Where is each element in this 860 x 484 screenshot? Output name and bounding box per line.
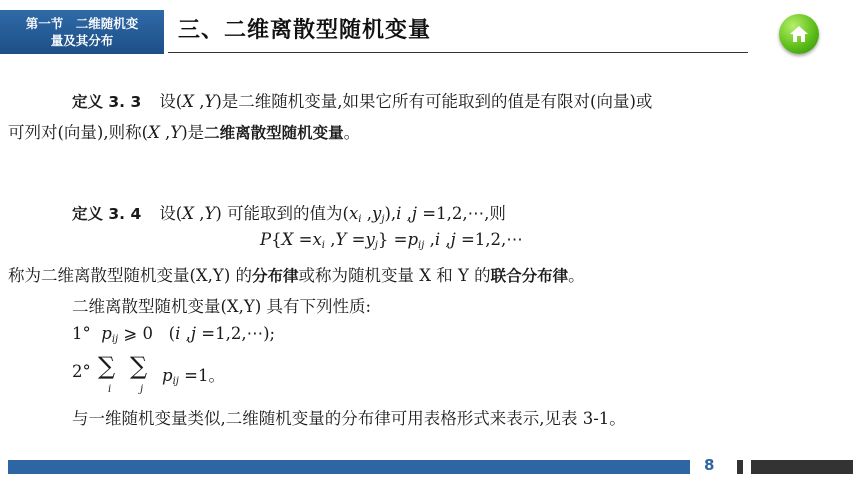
section-label-line1: 第一节 二维随机变: [25, 16, 139, 31]
def34-line4: 二维离散型随机变量(X,Y) 具有下列性质:: [72, 297, 372, 316]
def34-label: 定义 3. 4: [72, 205, 142, 223]
def34-line3: [8, 262, 585, 286]
def33-end: 。: [343, 123, 361, 142]
def34-line1: 定义 3. 4 设(X ,Y) 可能取到的值为($x_i$ $,y_j),i$ ,j =1,2,⋯,则: [72, 204, 506, 225]
def33-label: 定义 3. 3: [72, 93, 142, 111]
section-label-line2: 量及其分布: [50, 33, 114, 48]
footer-marker: [737, 460, 743, 474]
def34-text3b: 或称为随机变量 X 和 Y 的: [298, 266, 491, 285]
property-1: 1° $p_{ij}$ ⩾ 0 (i ,j =1,2,⋯);: [72, 324, 276, 345]
def33-text2b: )是: [181, 123, 205, 142]
def34-text3a: 称为二维离散型随机变量(X,Y) 的: [8, 266, 253, 285]
def33-line2: 可列对(向量),则称(X ,Y)是二维离散型随机变量。: [8, 123, 361, 142]
def33-line1: 定义 3. 3 设(X ,Y)是二维随机变量,如果它所有可能取到的值是有限对(向量)或: [72, 92, 653, 111]
footer-dark-bar: [751, 460, 853, 474]
def33-text2a: 可列对(向量),则称(: [8, 123, 149, 142]
def33-term: 二维离散型随机变量: [204, 124, 344, 142]
term-distribution: 分布律: [252, 267, 299, 285]
title-divider: [168, 52, 748, 53]
page-number: 8: [704, 456, 715, 474]
term-joint-distribution: 联合分布律: [490, 267, 569, 285]
home-icon: [789, 24, 809, 44]
footer-bar: [8, 460, 690, 474]
section-badge: [0, 10, 164, 54]
def33-text1b: )是二维随机变量,如果它所有可能取到的值是有限对(向量)或: [215, 92, 653, 111]
def34-formula: $P\{X =x_i$ $,Y =y_j\} =p_{ij}$ ,i ,j =1,2,⋯: [260, 230, 523, 251]
def33-text1a: 设(: [159, 92, 183, 111]
home-button[interactable]: [779, 14, 819, 54]
slide-title: 三、二维离散型随机变量: [178, 18, 432, 43]
def34-last-line: 与一维随机变量类似,二维随机变量的分布律可用表格形式来表示,见表 3-1。: [72, 409, 626, 428]
def34-end: 。: [568, 266, 585, 285]
